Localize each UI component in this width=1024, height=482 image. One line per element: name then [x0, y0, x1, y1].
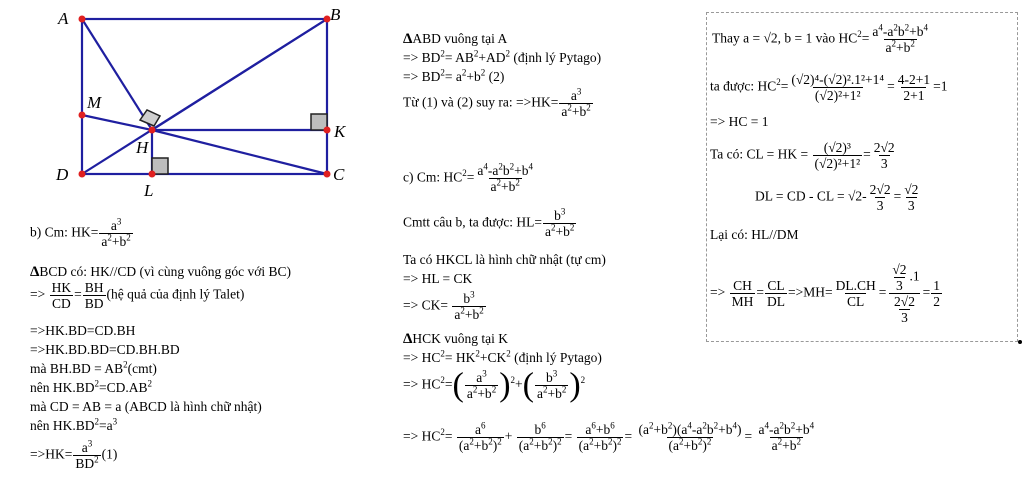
fraction: $\frac{a^3}{a^2+b^2}$ [101, 216, 131, 249]
point-k [324, 127, 331, 134]
triangle-icon: Δ [403, 331, 413, 347]
c2-line-2: => $BD^2= AB^2+AD^2$ (định lý Pytago) [403, 48, 602, 65]
c2-line-11: => $HC^2= HK^2+CK^2$ (định lý Pytago) [403, 348, 602, 365]
c1-line-3: => $\frac{HK}{CD}$ = $\frac{BH}{BD}$ (hệ quả của định lý Talet) [30, 280, 245, 311]
point-m [79, 112, 86, 119]
c3-line-1: Thay a = √2, b = 1 vào $HC^2=$ $\frac{a^4-a^2b^2+b^4}{a^2+b^2}$ [712, 22, 928, 55]
c1-line-7: nên $HK.BD^2=CD.AB^2$ [30, 378, 152, 395]
c2-line-12: => $HC^2=$( $\frac{a^3}{a^2+b^2}$ )$^2$+( $\frac{b^3}{a^2+b^2}$ )$^2$ [403, 366, 586, 404]
c2-line-7: Ta có HKCL là hình chữ nhật (tự cm) [403, 252, 606, 267]
label-h: H [136, 138, 149, 157]
triangle-icon: Δ [30, 264, 40, 280]
label-l: L [144, 181, 154, 200]
point-a [79, 16, 86, 23]
label-m: M [87, 93, 102, 112]
c2-line-9: => CK= $\frac{b^3}{a^2+b^2}$ [403, 289, 484, 322]
point-d [79, 171, 86, 178]
c3-line-4: Ta có: CL = HK = $\frac{\text{(√2)³}}{\text{(√2)²+1²}}$ = $\frac{2√2}{3}$ [710, 140, 895, 171]
segment-bh [152, 19, 327, 130]
c2-line-5: c) Cm: $HC^2=$ $\frac{a^4-a^2b^2+b^4}{a^2+b^2}$ [403, 161, 533, 194]
triangle-icon: Δ [403, 31, 413, 47]
c3-line-5: DL = CD - CL = √2- $\frac{2√2}{3}$ = $\frac{√2}{3}$ [755, 182, 919, 213]
c2-line-3: => $BD^2= a^2+b^2$ (2) [403, 67, 505, 84]
label-d: D [56, 165, 69, 184]
c1-line-5: =>HK.BD.BD=CD.BH.BD [30, 342, 180, 357]
geometry-figure [0, 0, 360, 200]
c2-line-6: Cmtt câu b, ta được: HL= $\frac{b^3}{a^2+b^2}$ [403, 206, 575, 239]
c3-line-3: => HC = 1 [710, 114, 769, 129]
c1-line-4: =>HK.BD=CD.BH [30, 323, 136, 338]
dot-marker [1018, 340, 1022, 344]
point-l [149, 171, 156, 178]
segment-hc [152, 130, 327, 174]
c2-line-10: ΔHCK vuông tại K [403, 331, 509, 347]
c2-line-8: => HL = CK [403, 271, 473, 286]
c3-line-2: ta được: $HC^2=$ $\frac{\text{(√2)⁴-(√2)².1²+1⁴}}{\text{(√2)²+1²}}$ = $\frac{4-2+1}{2+1}$ =1 [710, 72, 948, 103]
point-h [149, 127, 156, 134]
c1-line-10: =>HK= $\frac{a^3}{BD^2}$ (1) [30, 438, 118, 471]
point-c [324, 171, 331, 178]
c2-line-4: Từ (1) và (2) suy ra: =>HK= $\frac{a^3}{a^2+b^2}$ [403, 86, 591, 119]
c2-line-1: ΔABD vuông tại A [403, 31, 508, 47]
c1-line-6: mà $BH.BD = AB^2(cmt)$ [30, 359, 157, 376]
segment-ah [82, 19, 152, 130]
c1-line-8: mà CD = AB = a (ABCD là hình chữ nhật) [30, 399, 262, 414]
c2-line-13: => $HC^2=$ $\frac{a^6}{(a^2+b^2)^2}$ + $\frac{b^6}{(a^2+b^2)^2}$ = $\frac{a^6+b^6}{(a^2+b^2)^2}$ = $\frac{(a^2+b^2)(a^4-a^2b^2+b^4)}{(a^2+b^2)^2}$ = $\frac{a^4-a^2b^2+b^4}{a^2+b^2}$ [403, 420, 815, 453]
label-a: A [58, 9, 69, 28]
label-b: B [330, 5, 341, 24]
label-c: C [333, 165, 345, 184]
c3-line-6: Lại có: HL//DM [710, 227, 799, 242]
right-angle-mark-h [140, 110, 160, 126]
c1-line-9: nên $HK.BD^2=a^3$ [30, 416, 118, 433]
c1-line-2: ΔBCD có: HK//CD (vì cùng vuông góc với BC) [30, 264, 292, 280]
c1-line-1: b) Cm: HK= $\frac{a^3}{a^2+b^2}$ [30, 216, 131, 249]
c3-line-7: => $\frac{CH}{MH}$ = $\frac{CL}{DL}$ =>MH= $\frac{DL.CH}{CL}$ = $\frac{√2}{3}$ .1 $\frac{2√2}{3}$ = $\frac{1}{2}$ [710, 262, 941, 325]
label-k: K [334, 122, 346, 141]
